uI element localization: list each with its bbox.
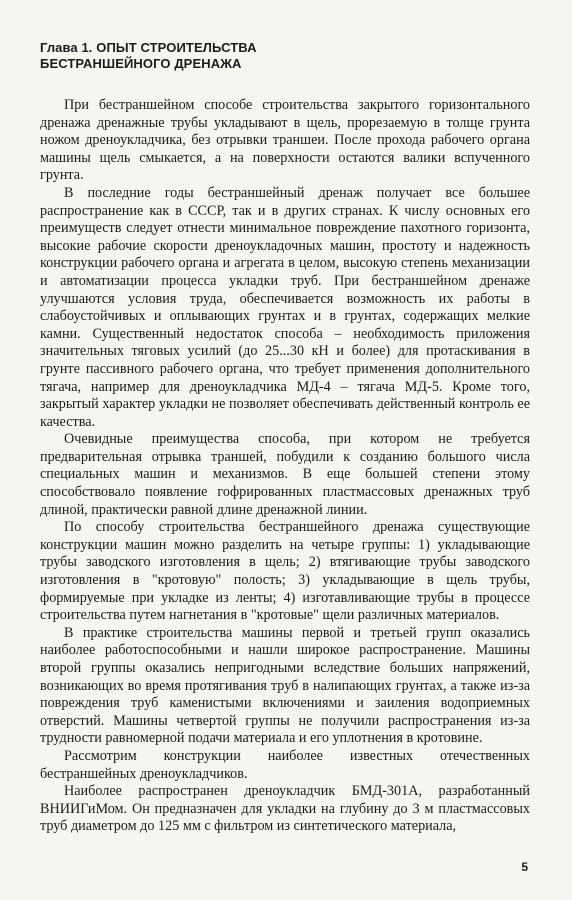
chapter-heading [40, 40, 370, 72]
paragraph-machines: Очевидные преимущества способа, при котором не требуется предварительная отрывка траншей, побудили к созданию большого числа специальных машин и механизмов. В еще большей степени этому способствовало появление гофрированных пластмассовых дренажных труб длиной, практически равной длине дренажной линии. [40, 431, 530, 518]
paragraph-practice: В практике строительства машины первой и третьей групп оказались наиболее работоспособными и нашли широкое распространение. Машины второй группы оказались непригодными вследствие больших напряжений, возникающих во время протягивания труб в налипающих грунтах, а также из-за повреждения труб каменистыми включениями и заиления водоприемных отверстий. Машины четвертой группы не получили распространения из-за трудности равномерной подачи материала и его уплотнения в кротовине. [40, 624, 530, 747]
body-text [40, 97, 530, 836]
paragraph-consider: Рассмотрим конструкции наиболее известных отечественных бестраншейных дреноукладчиков. [40, 747, 530, 782]
paragraph-advantages: В последние годы бестраншейный дренаж получает все большее распространение как в СССР, так и в других странах. К числу основных его преимуществ следует отнести минимальное повреждение пахотного горизонта, высокие рабочие скорости дреноукладочных машин, простоту и надежность конструкции рабочего органа и агрегата в целом, высокую степень механизации и автоматизации процесса укладки труб. При бестраншейном дренаже улучшаются условия труда, обеспечивается возможность их работы в слабоустойчивых и оплывающих грунтах и в грунтах, содержащих мелкие камни. Существенный недостаток способа – необходимость приложения значительных тяговых усилий (до 25...30 кН и более) для протаскивания в грунте пассивного рабочего органа, что требует применения дополнительного тягача, например для дреноукладчика МД-4 – тягача МД-5. Кроме того, закрытый характер укладки не позволяет обеспечивать действенный контроль ее качества. [40, 184, 530, 430]
paragraph-intro: При бестраншейном способе строительства закрытого горизонтального дренажа дренажные трубы укладывают в щель, прорезаемую в толще грунта ножом дреноукладчика, без отрывки траншеи. После прохода рабочего органа машины щель смыкается, а на поверхности остаются валики вспученного грунта. [40, 97, 530, 184]
paragraph-groups: По способу строительства бестраншейного дренажа существующие конструкции машин можно разделить на четыре группы: 1) укладывающие трубы заводского изготовления в щель; 2) втягивающие трубы заводского изготовления в "кротовую" полость; 3) укладывающие в щель трубы, формируемые при укладке из ленты; 4) изготавливающие трубы в процессе строительства путем нагнетания в "кротовые" щели различных материалов. [40, 519, 530, 624]
paragraph-bmd: Наиболее распространен дреноукладчик БМД-301А, разработанный ВНИИГиМом. Он предназначен для укладки на глубину до 3 м пластмассовых труб диаметром до 125 мм с фильтром из синтетического материала, [40, 783, 530, 835]
chapter-heading-line-2: БЕСТРАНШЕЙНОГО ДРЕНАЖА [40, 56, 242, 71]
page-number: 5 [521, 860, 528, 874]
chapter-heading-line-1: Глава 1. ОПЫТ СТРОИТЕЛЬСТВА [40, 40, 257, 55]
